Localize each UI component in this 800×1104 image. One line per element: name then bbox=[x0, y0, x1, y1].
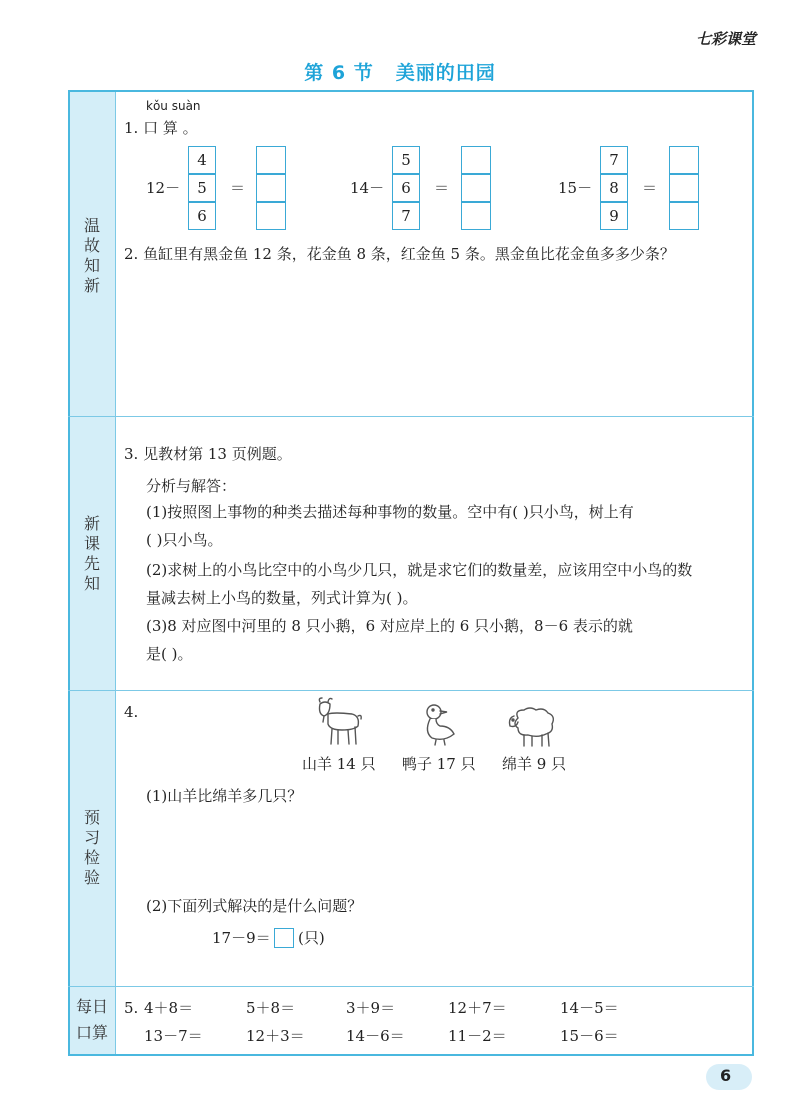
q4-label: 4. bbox=[124, 703, 139, 721]
animal-label-goat: 山羊 14 只 bbox=[302, 755, 376, 773]
q4-answer-box[interactable] bbox=[274, 928, 294, 948]
q1-g3-answer-2[interactable] bbox=[669, 174, 699, 202]
q5-r1-c3: 3＋9＝ bbox=[346, 999, 396, 1017]
goat-illustration bbox=[312, 696, 364, 750]
duck-illustration bbox=[420, 702, 460, 746]
q1-g1-answer-2[interactable] bbox=[256, 174, 286, 202]
q1-g1-cell-2: 5 bbox=[188, 174, 216, 202]
q5-r1-c1: 4＋8＝ bbox=[144, 999, 194, 1017]
q1-minuend-2: 14－ bbox=[350, 179, 385, 197]
q1-g1-cell-3: 6 bbox=[188, 202, 216, 230]
animal-label-duck: 鸭子 17 只 bbox=[402, 755, 476, 773]
q1-g2-cell-1: 5 bbox=[392, 146, 420, 174]
divider-1 bbox=[68, 416, 754, 417]
q2-text: 2. 鱼缸里有黑金鱼 12 条，花金鱼 8 条，红金鱼 5 条。黑金鱼比花金鱼多多少条？ bbox=[124, 245, 675, 263]
q1-eq-3: ＝ bbox=[642, 179, 658, 197]
q3-p2a: (2)求树上的小鸟比空中的小鸟少几只，就是求它们的数量差，应该用空中小鸟的数 bbox=[146, 561, 693, 579]
sheep-illustration bbox=[504, 704, 560, 750]
sidebar-label-check: 预 习 检 验 bbox=[83, 808, 100, 887]
section-number: 第 6 节 bbox=[304, 62, 374, 84]
q1-g1-answer-1[interactable] bbox=[256, 146, 286, 174]
q5-r2-c3: 14－6＝ bbox=[346, 1027, 405, 1045]
q4-equation-unit: (只) bbox=[298, 929, 325, 947]
q1-g1-answer-3[interactable] bbox=[256, 202, 286, 230]
q5-r1-c5: 14－5＝ bbox=[560, 999, 619, 1017]
q1-g3-cell-3: 9 bbox=[600, 202, 628, 230]
q1-g3-answer-3[interactable] bbox=[669, 202, 699, 230]
q4-p2: (2)下面列式解决的是什么问题？ bbox=[146, 897, 363, 915]
divider-3 bbox=[68, 986, 754, 987]
q5-r2-c4: 11－2＝ bbox=[448, 1027, 507, 1045]
q1-minuend-1: 12－ bbox=[146, 179, 181, 197]
q3-p3b: 是( )。 bbox=[146, 645, 193, 663]
page-title bbox=[0, 58, 800, 85]
sidebar-label-daily: 每日 口算 bbox=[75, 997, 108, 1042]
q1-eq-1: ＝ bbox=[230, 179, 246, 197]
animal-label-sheep: 绵羊 9 只 bbox=[502, 755, 567, 773]
q1-g2-cell-3: 7 bbox=[392, 202, 420, 230]
q3-p3a: (3)8 对应图中河里的 8 只小鹅，6 对应岸上的 6 只小鹅，8－6 表示的就 bbox=[146, 617, 633, 635]
q5-r2-c1: 13－7＝ bbox=[144, 1027, 203, 1045]
q3-sub: 分析与解答： bbox=[146, 477, 237, 495]
q1-pinyin: kǒu suàn bbox=[146, 99, 201, 113]
q5-r2-c2: 12＋3＝ bbox=[246, 1027, 305, 1045]
q5-r1-c2: 5＋8＝ bbox=[246, 999, 296, 1017]
sidebar-label-review: 温 故 知 新 bbox=[83, 216, 100, 295]
q1-g3-cell-1: 7 bbox=[600, 146, 628, 174]
q1-g2-answer-3[interactable] bbox=[461, 202, 491, 230]
q5-label: 5. bbox=[124, 999, 139, 1017]
divider-2 bbox=[68, 690, 754, 691]
brand-logo: 七彩课堂 bbox=[695, 30, 756, 48]
q1-label: 1. 口 算 。 bbox=[124, 119, 198, 137]
q3-label: 3. 见教材第 13 页例题。 bbox=[124, 445, 292, 463]
q3-p1b: ( )只小鸟。 bbox=[146, 531, 223, 549]
section-title: 美丽的田园 bbox=[395, 62, 496, 84]
q1-g2-cell-2: 6 bbox=[392, 174, 420, 202]
q3-p1a: (1)按照图上事物的种类去描述每种事物的数量。空中有( )只小鸟，树上有 bbox=[146, 503, 634, 521]
q4-p1: (1)山羊比绵羊多几只？ bbox=[146, 787, 303, 805]
page-number: 6 bbox=[720, 1066, 732, 1085]
sidebar-label-preview: 新 课 先 知 bbox=[83, 514, 100, 593]
q5-r1-c4: 12＋7＝ bbox=[448, 999, 507, 1017]
q1-g3-cell-2: 8 bbox=[600, 174, 628, 202]
q1-g2-answer-2[interactable] bbox=[461, 174, 491, 202]
q1-g3-answer-1[interactable] bbox=[669, 146, 699, 174]
q3-p2b: 量减去树上小鸟的数量，列式计算为( )。 bbox=[146, 589, 418, 607]
q1-g2-answer-1[interactable] bbox=[461, 146, 491, 174]
q1-minuend-3: 15－ bbox=[558, 179, 593, 197]
q1-g1-cell-1: 4 bbox=[188, 146, 216, 174]
q4-equation-left: 17－9＝ bbox=[212, 929, 271, 947]
q1-eq-2: ＝ bbox=[434, 179, 450, 197]
q5-r2-c5: 15－6＝ bbox=[560, 1027, 619, 1045]
